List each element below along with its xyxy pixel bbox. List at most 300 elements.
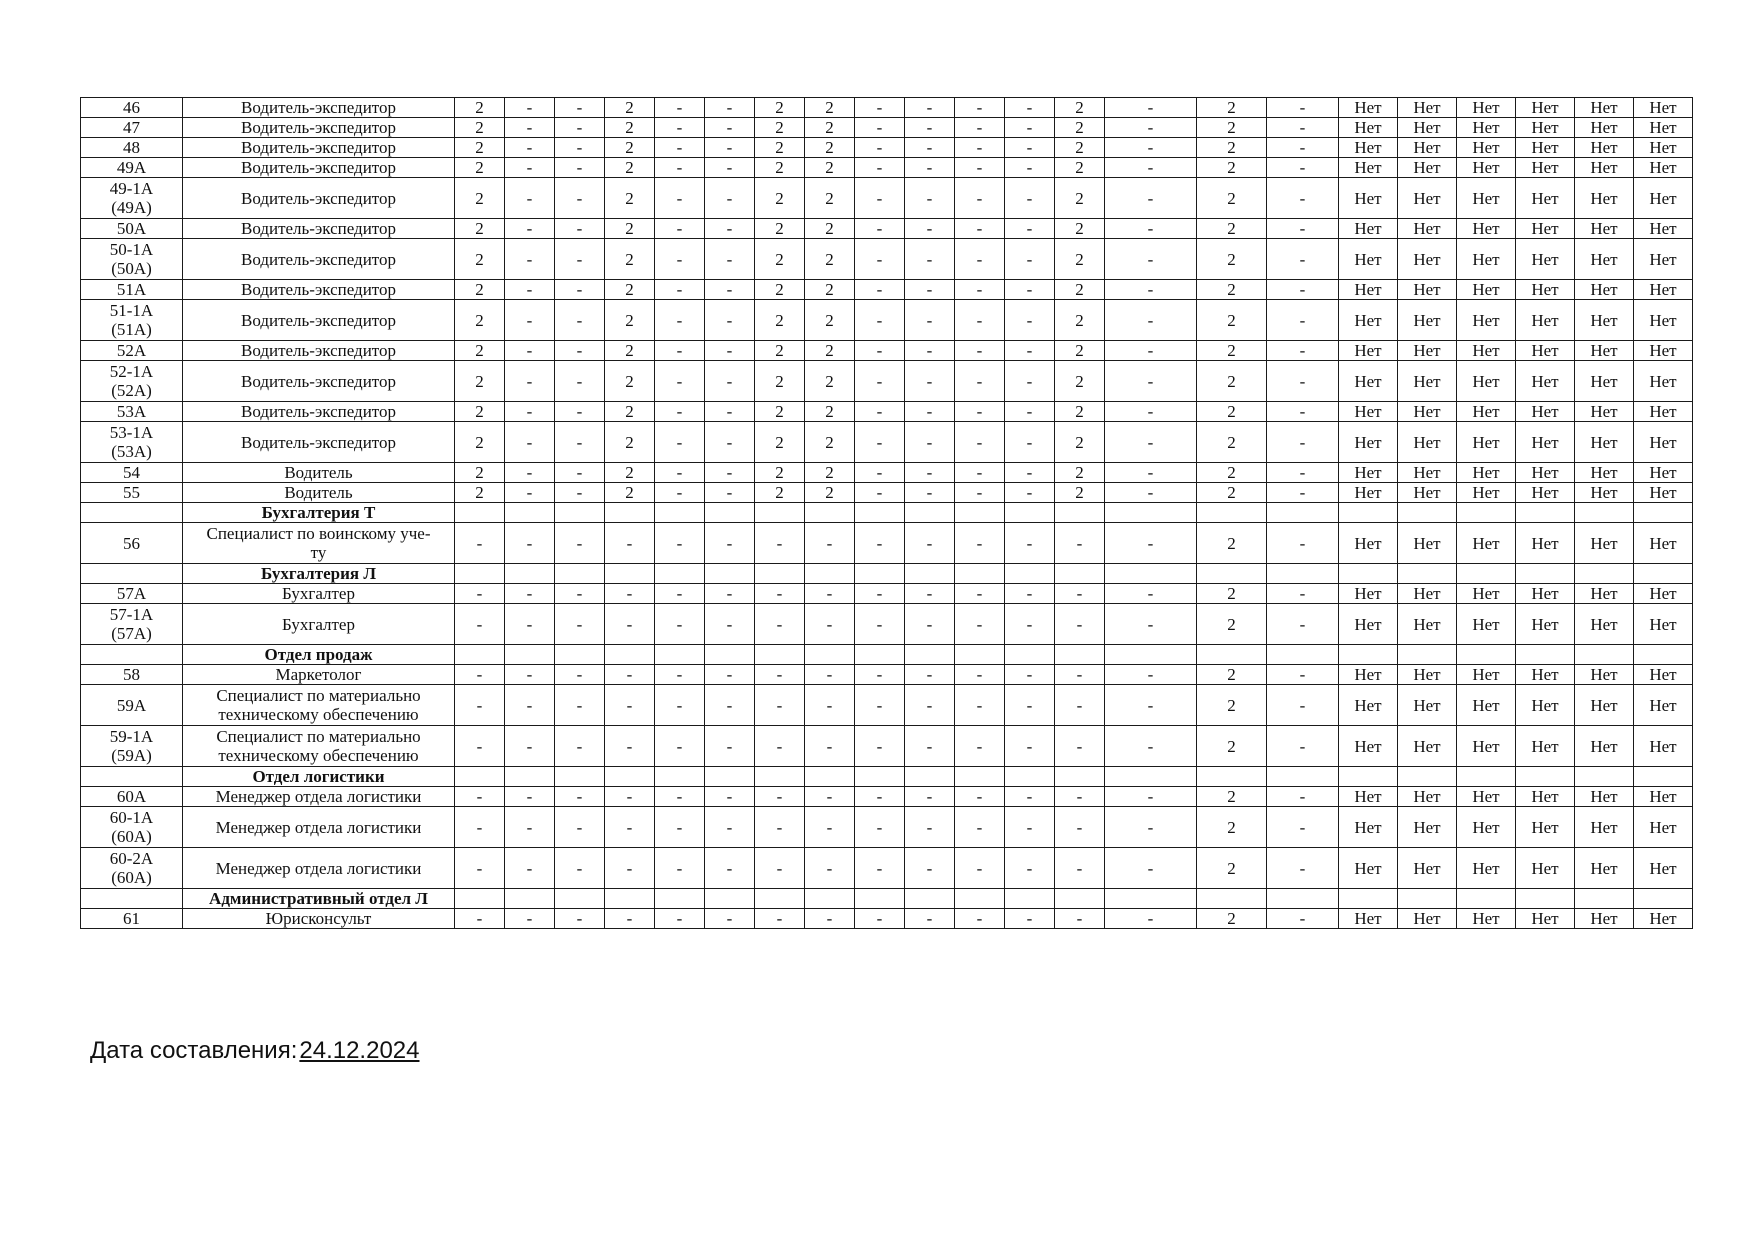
class-cell: 2	[755, 239, 805, 280]
class-cell: -	[1005, 463, 1055, 483]
class-cell: 2	[805, 280, 855, 300]
class-cell: 2	[1055, 341, 1105, 361]
class-cell: -	[955, 118, 1005, 138]
flag-cell: Нет	[1457, 726, 1516, 767]
class-cell: 2	[1197, 807, 1267, 848]
empty-cell	[1055, 889, 1105, 909]
job-title-cell: Менеджер отдела логистики	[183, 787, 455, 807]
flag-cell: Нет	[1634, 98, 1693, 118]
class-cell: -	[655, 463, 705, 483]
class-cell: 2	[1197, 726, 1267, 767]
empty-cell	[855, 503, 905, 523]
class-cell: -	[1267, 483, 1339, 503]
table-row	[81, 341, 1693, 361]
class-cell: -	[505, 483, 555, 503]
class-cell: -	[1105, 361, 1197, 402]
class-cell: -	[705, 848, 755, 889]
class-cell: -	[1055, 665, 1105, 685]
class-cell: -	[1105, 118, 1197, 138]
flag-cell: Нет	[1457, 422, 1516, 463]
flag-cell: Нет	[1575, 807, 1634, 848]
class-cell: -	[855, 665, 905, 685]
flag-cell: Нет	[1339, 98, 1398, 118]
job-title-cell: Водитель-экспедитор	[183, 422, 455, 463]
class-cell: 2	[455, 361, 505, 402]
class-cell: 2	[805, 178, 855, 219]
class-cell: -	[455, 787, 505, 807]
class-cell: 2	[455, 239, 505, 280]
empty-cell	[1105, 645, 1197, 665]
class-cell: -	[955, 909, 1005, 929]
flag-cell: Нет	[1339, 341, 1398, 361]
class-cell: -	[955, 483, 1005, 503]
class-cell: -	[505, 463, 555, 483]
class-cell: -	[855, 158, 905, 178]
class-cell: -	[905, 178, 955, 219]
class-cell: -	[505, 98, 555, 118]
flag-cell: Нет	[1634, 665, 1693, 685]
class-cell: 2	[755, 341, 805, 361]
empty-cell	[1398, 564, 1457, 584]
class-cell: -	[705, 219, 755, 239]
class-cell: -	[655, 726, 705, 767]
flag-cell: Нет	[1457, 584, 1516, 604]
class-cell: -	[1105, 422, 1197, 463]
job-title-cell: Водитель-экспедитор	[183, 361, 455, 402]
class-cell: 2	[755, 219, 805, 239]
class-cell: -	[905, 807, 955, 848]
class-cell: -	[1055, 685, 1105, 726]
class-cell: -	[705, 422, 755, 463]
class-cell: -	[555, 138, 605, 158]
class-cell: -	[1055, 584, 1105, 604]
flag-cell: Нет	[1575, 463, 1634, 483]
class-cell: -	[505, 280, 555, 300]
empty-cell	[1197, 889, 1267, 909]
row-number-cell	[81, 564, 183, 584]
class-cell: -	[655, 787, 705, 807]
class-cell: -	[905, 909, 955, 929]
class-cell: -	[905, 280, 955, 300]
class-cell: -	[1267, 685, 1339, 726]
flag-cell: Нет	[1634, 726, 1693, 767]
class-cell: -	[805, 787, 855, 807]
class-cell: -	[805, 909, 855, 929]
class-cell: 2	[1197, 463, 1267, 483]
class-cell: -	[805, 665, 855, 685]
empty-cell	[605, 564, 655, 584]
row-number-cell: 54	[81, 463, 183, 483]
class-cell: -	[555, 523, 605, 564]
class-cell: -	[1267, 118, 1339, 138]
class-cell: -	[1105, 848, 1197, 889]
flag-cell: Нет	[1575, 909, 1634, 929]
class-cell: -	[505, 361, 555, 402]
empty-cell	[1197, 564, 1267, 584]
class-cell: -	[1005, 685, 1055, 726]
class-cell: -	[1105, 604, 1197, 645]
flag-cell: Нет	[1516, 909, 1575, 929]
empty-cell	[1516, 889, 1575, 909]
flag-cell: Нет	[1634, 138, 1693, 158]
flag-cell: Нет	[1516, 361, 1575, 402]
empty-cell	[605, 889, 655, 909]
empty-cell	[1055, 645, 1105, 665]
class-cell: 2	[1197, 422, 1267, 463]
empty-cell	[1339, 889, 1398, 909]
class-cell: -	[1005, 300, 1055, 341]
job-title-cell: Водитель-экспедитор	[183, 118, 455, 138]
flag-cell: Нет	[1457, 909, 1516, 929]
row-number-cell: 57А	[81, 584, 183, 604]
row-number-cell: 53А	[81, 402, 183, 422]
class-cell: -	[705, 361, 755, 402]
empty-cell	[705, 564, 755, 584]
empty-cell	[1575, 564, 1634, 584]
class-cell: -	[1005, 138, 1055, 158]
empty-cell	[505, 767, 555, 787]
class-cell: 2	[605, 178, 655, 219]
empty-cell	[705, 889, 755, 909]
class-cell: -	[1267, 239, 1339, 280]
class-cell: -	[455, 665, 505, 685]
class-cell: -	[1005, 483, 1055, 503]
empty-cell	[805, 564, 855, 584]
class-cell: -	[855, 118, 905, 138]
empty-cell	[1634, 564, 1693, 584]
row-number-cell: 46	[81, 98, 183, 118]
empty-cell	[1267, 889, 1339, 909]
section-title: Бухгалтерия Т	[183, 503, 455, 523]
class-cell: -	[1105, 523, 1197, 564]
row-number-cell: 60-2А (60А)	[81, 848, 183, 889]
class-cell: -	[505, 239, 555, 280]
class-cell: -	[605, 604, 655, 645]
class-cell: -	[1105, 178, 1197, 219]
class-cell: -	[1005, 280, 1055, 300]
class-cell: 2	[1197, 239, 1267, 280]
empty-cell	[805, 889, 855, 909]
class-cell: -	[555, 402, 605, 422]
class-cell: 2	[605, 98, 655, 118]
table-row	[81, 239, 1693, 280]
class-cell: -	[955, 219, 1005, 239]
class-cell: -	[1105, 726, 1197, 767]
flag-cell: Нет	[1516, 726, 1575, 767]
class-cell: 2	[605, 483, 655, 503]
class-cell: -	[855, 300, 905, 341]
empty-cell	[1516, 767, 1575, 787]
class-cell: -	[955, 604, 1005, 645]
section-title: Бухгалтерия Л	[183, 564, 455, 584]
empty-cell	[455, 889, 505, 909]
class-cell: -	[705, 584, 755, 604]
table-row	[81, 300, 1693, 341]
class-cell: -	[705, 280, 755, 300]
class-cell: -	[955, 402, 1005, 422]
class-cell: -	[805, 685, 855, 726]
flag-cell: Нет	[1398, 178, 1457, 219]
flag-cell: Нет	[1516, 665, 1575, 685]
flag-cell: Нет	[1457, 118, 1516, 138]
empty-cell	[555, 767, 605, 787]
class-cell: -	[1005, 848, 1055, 889]
class-cell: -	[1055, 909, 1105, 929]
flag-cell: Нет	[1398, 239, 1457, 280]
flag-cell: Нет	[1634, 685, 1693, 726]
class-cell: 2	[1055, 118, 1105, 138]
class-cell: -	[1267, 178, 1339, 219]
class-cell: 2	[755, 483, 805, 503]
class-cell: -	[855, 98, 905, 118]
table-row	[81, 726, 1693, 767]
class-cell: -	[805, 726, 855, 767]
class-cell: -	[555, 685, 605, 726]
flag-cell: Нет	[1457, 402, 1516, 422]
flag-cell: Нет	[1575, 604, 1634, 645]
class-cell: -	[705, 787, 755, 807]
compilation-date-value: 24.12.2024	[299, 1037, 420, 1064]
class-cell: -	[905, 402, 955, 422]
class-cell: -	[555, 98, 605, 118]
class-cell: 2	[1197, 341, 1267, 361]
class-cell: -	[555, 584, 605, 604]
empty-cell	[755, 503, 805, 523]
class-cell: -	[1267, 604, 1339, 645]
class-cell: -	[855, 483, 905, 503]
flag-cell: Нет	[1339, 158, 1398, 178]
class-cell: -	[705, 807, 755, 848]
class-cell: 2	[1055, 138, 1105, 158]
table-row	[81, 787, 1693, 807]
empty-cell	[1457, 767, 1516, 787]
flag-cell: Нет	[1575, 726, 1634, 767]
class-cell: -	[905, 665, 955, 685]
class-cell: -	[1005, 584, 1055, 604]
class-cell: 2	[605, 158, 655, 178]
row-number-cell: 61	[81, 909, 183, 929]
table-row	[81, 98, 1693, 118]
class-cell: 2	[1197, 98, 1267, 118]
empty-cell	[1005, 767, 1055, 787]
flag-cell: Нет	[1516, 178, 1575, 219]
class-cell: -	[555, 361, 605, 402]
job-title-cell: Маркетолог	[183, 665, 455, 685]
class-cell: -	[855, 178, 905, 219]
section-row	[81, 503, 1693, 523]
class-cell: -	[555, 219, 605, 239]
class-cell: -	[1267, 726, 1339, 767]
class-cell: -	[1005, 341, 1055, 361]
class-cell: 2	[605, 402, 655, 422]
empty-cell	[805, 645, 855, 665]
flag-cell: Нет	[1634, 402, 1693, 422]
row-number-cell: 52-1А (52А)	[81, 361, 183, 402]
flag-cell: Нет	[1516, 300, 1575, 341]
class-cell: -	[905, 685, 955, 726]
flag-cell: Нет	[1339, 463, 1398, 483]
class-cell: -	[1267, 138, 1339, 158]
class-cell: -	[755, 665, 805, 685]
class-cell: -	[1005, 178, 1055, 219]
class-cell: 2	[1055, 219, 1105, 239]
class-cell: 2	[1197, 787, 1267, 807]
flag-cell: Нет	[1634, 523, 1693, 564]
class-cell: -	[1005, 787, 1055, 807]
class-cell: 2	[605, 280, 655, 300]
class-cell: 2	[1055, 239, 1105, 280]
flag-cell: Нет	[1398, 361, 1457, 402]
class-cell: -	[455, 848, 505, 889]
flag-cell: Нет	[1398, 584, 1457, 604]
empty-cell	[1339, 564, 1398, 584]
class-cell: 2	[1055, 98, 1105, 118]
class-cell: -	[1005, 422, 1055, 463]
class-cell: -	[555, 909, 605, 929]
flag-cell: Нет	[1634, 341, 1693, 361]
flag-cell: Нет	[1634, 909, 1693, 929]
class-cell: 2	[605, 422, 655, 463]
class-cell: -	[705, 523, 755, 564]
table-row	[81, 848, 1693, 889]
row-number-cell: 55	[81, 483, 183, 503]
class-cell: -	[855, 685, 905, 726]
class-cell: -	[605, 665, 655, 685]
flag-cell: Нет	[1516, 341, 1575, 361]
class-cell: -	[605, 787, 655, 807]
class-cell: -	[755, 584, 805, 604]
class-cell: -	[605, 726, 655, 767]
flag-cell: Нет	[1457, 665, 1516, 685]
class-cell: 2	[605, 138, 655, 158]
class-cell: -	[555, 807, 605, 848]
class-cell: -	[1005, 118, 1055, 138]
flag-cell: Нет	[1516, 604, 1575, 645]
flag-cell: Нет	[1575, 280, 1634, 300]
flag-cell: Нет	[1339, 239, 1398, 280]
class-cell: 2	[1197, 483, 1267, 503]
class-cell: -	[1055, 726, 1105, 767]
class-cell: -	[655, 280, 705, 300]
empty-cell	[1005, 645, 1055, 665]
class-cell: -	[505, 300, 555, 341]
flag-cell: Нет	[1398, 341, 1457, 361]
flag-cell: Нет	[1457, 463, 1516, 483]
class-cell: 2	[1197, 523, 1267, 564]
section-row	[81, 645, 1693, 665]
class-cell: -	[655, 604, 705, 645]
empty-cell	[1398, 503, 1457, 523]
class-cell: 2	[755, 158, 805, 178]
class-cell: -	[1267, 848, 1339, 889]
class-cell: 2	[805, 158, 855, 178]
class-cell: 2	[455, 219, 505, 239]
class-cell: -	[855, 280, 905, 300]
class-cell: -	[455, 909, 505, 929]
flag-cell: Нет	[1339, 422, 1398, 463]
class-cell: -	[905, 219, 955, 239]
class-cell: 2	[1197, 909, 1267, 929]
class-cell: -	[955, 178, 1005, 219]
flag-cell: Нет	[1398, 219, 1457, 239]
class-cell: -	[1267, 584, 1339, 604]
class-cell: -	[555, 787, 605, 807]
class-cell: 2	[455, 118, 505, 138]
class-cell: -	[1105, 341, 1197, 361]
class-cell: 2	[455, 98, 505, 118]
class-cell: -	[955, 361, 1005, 402]
class-cell: -	[655, 584, 705, 604]
class-cell: -	[1267, 463, 1339, 483]
class-cell: -	[1055, 604, 1105, 645]
row-number-cell: 51-1А (51А)	[81, 300, 183, 341]
table-row	[81, 584, 1693, 604]
empty-cell	[1457, 564, 1516, 584]
class-cell: -	[855, 239, 905, 280]
flag-cell: Нет	[1339, 361, 1398, 402]
empty-cell	[1398, 889, 1457, 909]
class-cell: -	[705, 138, 755, 158]
table-body	[81, 98, 1693, 929]
class-cell: -	[505, 584, 555, 604]
flag-cell: Нет	[1339, 726, 1398, 767]
class-cell: 2	[455, 158, 505, 178]
class-cell: -	[905, 604, 955, 645]
flag-cell: Нет	[1634, 584, 1693, 604]
class-cell: -	[655, 158, 705, 178]
class-cell: -	[655, 341, 705, 361]
class-cell: -	[755, 848, 805, 889]
flag-cell: Нет	[1457, 158, 1516, 178]
class-cell: -	[505, 402, 555, 422]
flag-cell: Нет	[1457, 341, 1516, 361]
empty-cell	[705, 767, 755, 787]
class-cell: 2	[1197, 402, 1267, 422]
class-cell: 2	[605, 239, 655, 280]
class-cell: -	[555, 848, 605, 889]
class-cell: -	[655, 402, 705, 422]
empty-cell	[1457, 889, 1516, 909]
class-cell: -	[1267, 909, 1339, 929]
class-cell: 2	[1055, 422, 1105, 463]
flag-cell: Нет	[1634, 239, 1693, 280]
table-row	[81, 158, 1693, 178]
class-cell: -	[755, 523, 805, 564]
flag-cell: Нет	[1516, 239, 1575, 280]
class-cell: -	[855, 361, 905, 402]
class-cell: 2	[805, 138, 855, 158]
class-cell: -	[855, 584, 905, 604]
empty-cell	[655, 645, 705, 665]
flag-cell: Нет	[1575, 178, 1634, 219]
class-cell: -	[755, 787, 805, 807]
class-cell: 2	[755, 361, 805, 402]
flag-cell: Нет	[1398, 787, 1457, 807]
class-cell: -	[505, 138, 555, 158]
flag-cell: Нет	[1398, 280, 1457, 300]
sout-results-table	[80, 97, 1693, 929]
section-title: Отдел продаж	[183, 645, 455, 665]
empty-cell	[455, 767, 505, 787]
class-cell: -	[905, 158, 955, 178]
class-cell: -	[855, 341, 905, 361]
job-title-cell: Водитель-экспедитор	[183, 402, 455, 422]
class-cell: -	[1267, 219, 1339, 239]
flag-cell: Нет	[1339, 848, 1398, 889]
class-cell: -	[505, 726, 555, 767]
class-cell: -	[855, 604, 905, 645]
class-cell: 2	[755, 300, 805, 341]
